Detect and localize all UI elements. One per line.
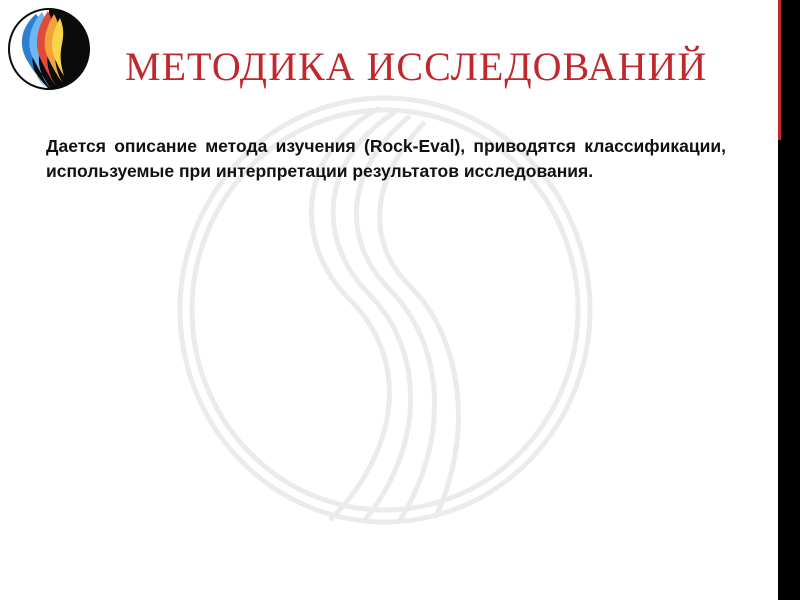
yin-yang-flame-logo-icon xyxy=(6,6,92,92)
slide-title: МЕТОДИКА ИССЛЕДОВАНИЙ xyxy=(125,44,708,89)
right-side-bar xyxy=(778,0,800,600)
right-accent-bar xyxy=(778,0,781,140)
slide-body-text: Дается описание метода изучения (Rock-Eval), приводятся классификации, используемые при интерпретации результатов исследования. xyxy=(46,136,726,181)
